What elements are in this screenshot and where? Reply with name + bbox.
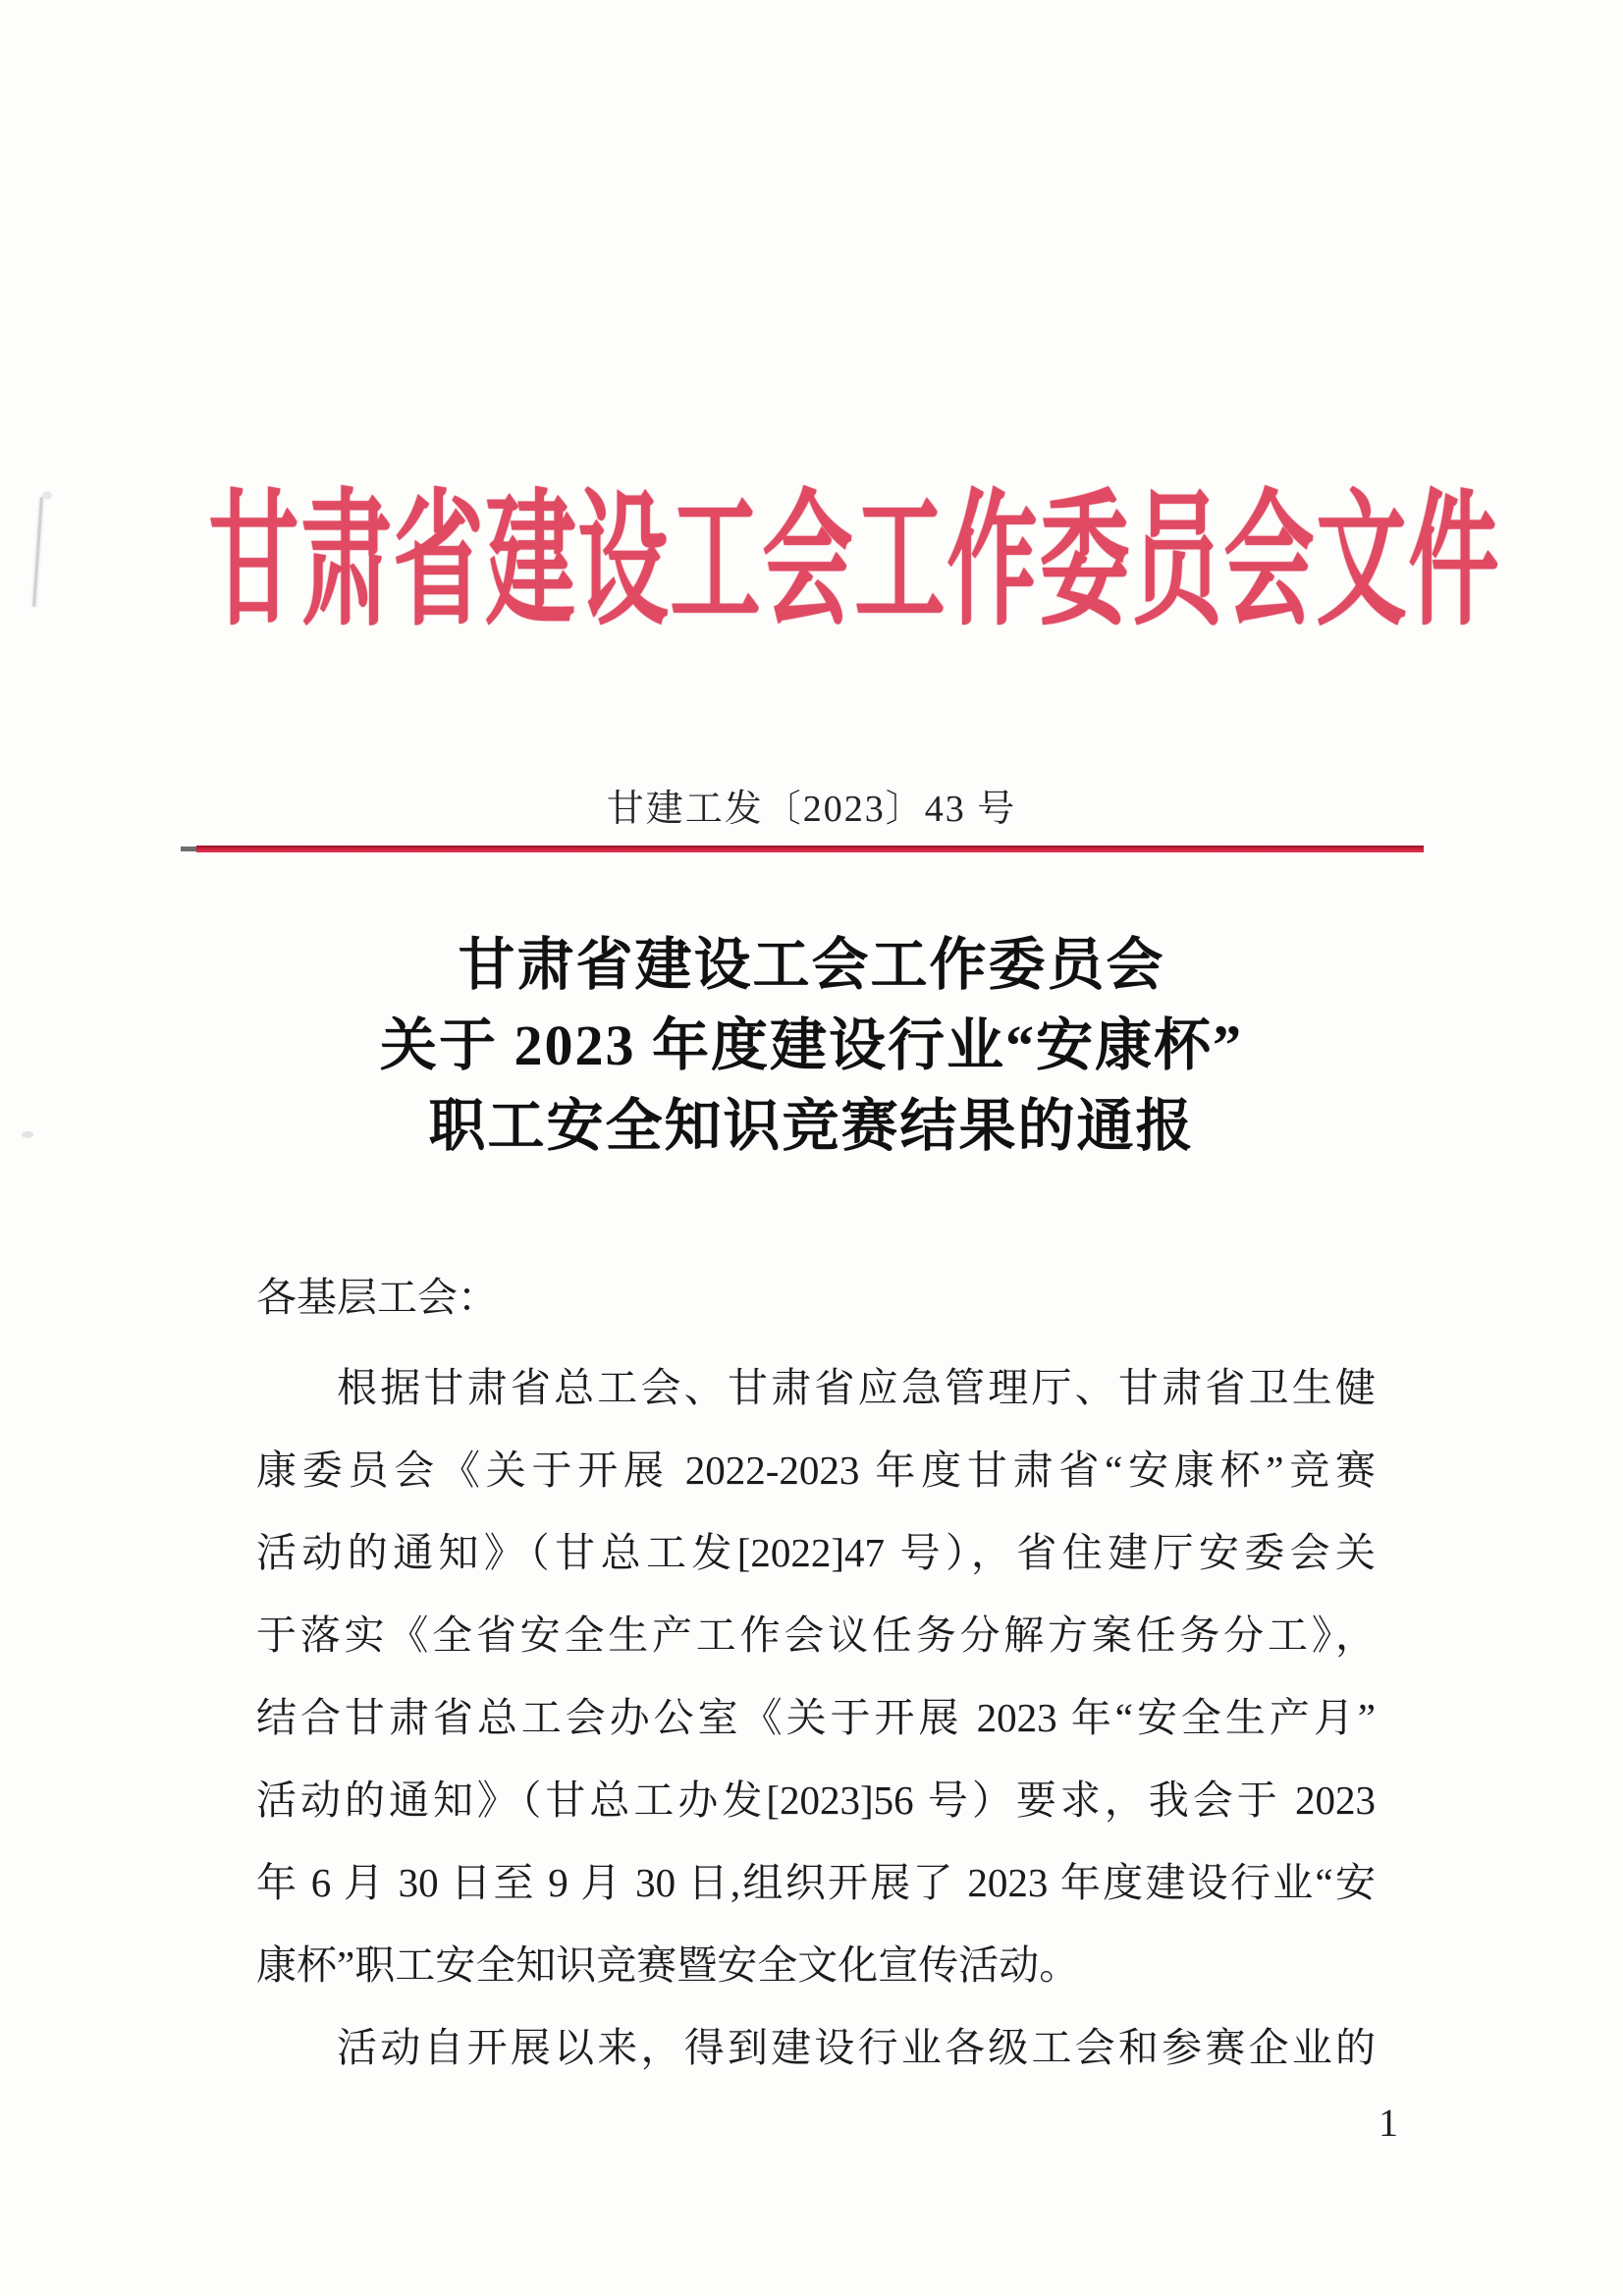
body-line: 根据甘肃省总工会、甘肃省应急管理厅、甘肃省卫生健 <box>337 1365 1376 1410</box>
document-number: 甘建工发〔2023〕43 号 <box>606 789 1017 830</box>
body-line: 活动的通知》（甘总工发[2022]47 号），省住建厅安委会关 <box>256 1530 1376 1575</box>
salutation: 各基层工会： <box>256 1275 498 1320</box>
letterhead-org-title: 甘肃省建设工会工作委员会文件 <box>208 480 1501 643</box>
body-line: 年 6 月 30 日至 9 月 30 日,组织开展了 2023 年度建设行业“安 <box>256 1860 1376 1905</box>
body-line: 活动的通知》（甘总工办发[2023]56 号）要求，我会于 2023 <box>256 1777 1376 1823</box>
document-title-line-2: 关于 2023 年度建设行业“安康杯” <box>379 1013 1243 1077</box>
page-number: 1 <box>1379 2101 1398 2145</box>
body-line: 活动自开展以来，得到建设行业各级工会和参赛企业的 <box>337 2025 1376 2070</box>
body-line: 于落实《全省安全生产工作会议任务分解方案任务分工》， <box>256 1613 1376 1658</box>
body-line: 康委员会《关于开展 2022-2023 年度甘肃省“安康杯”竞赛 <box>256 1448 1376 1493</box>
document-body <box>256 1256 1376 2089</box>
red-divider-line <box>196 846 1424 852</box>
document-title <box>0 925 1623 1167</box>
body-line: 结合甘肃省总工会办公室《关于开展 2023 年“安全生产月” <box>256 1695 1376 1740</box>
body-line: 康杯”职工安全知识竞赛暨安全文化宣传活动。 <box>256 1942 1080 1988</box>
letterhead <box>0 444 1623 643</box>
document-title-line-1: 甘肃省建设工会工作委员会 <box>458 933 1165 997</box>
document-title-line-3: 职工安全知识竞赛结果的通报 <box>428 1094 1195 1158</box>
